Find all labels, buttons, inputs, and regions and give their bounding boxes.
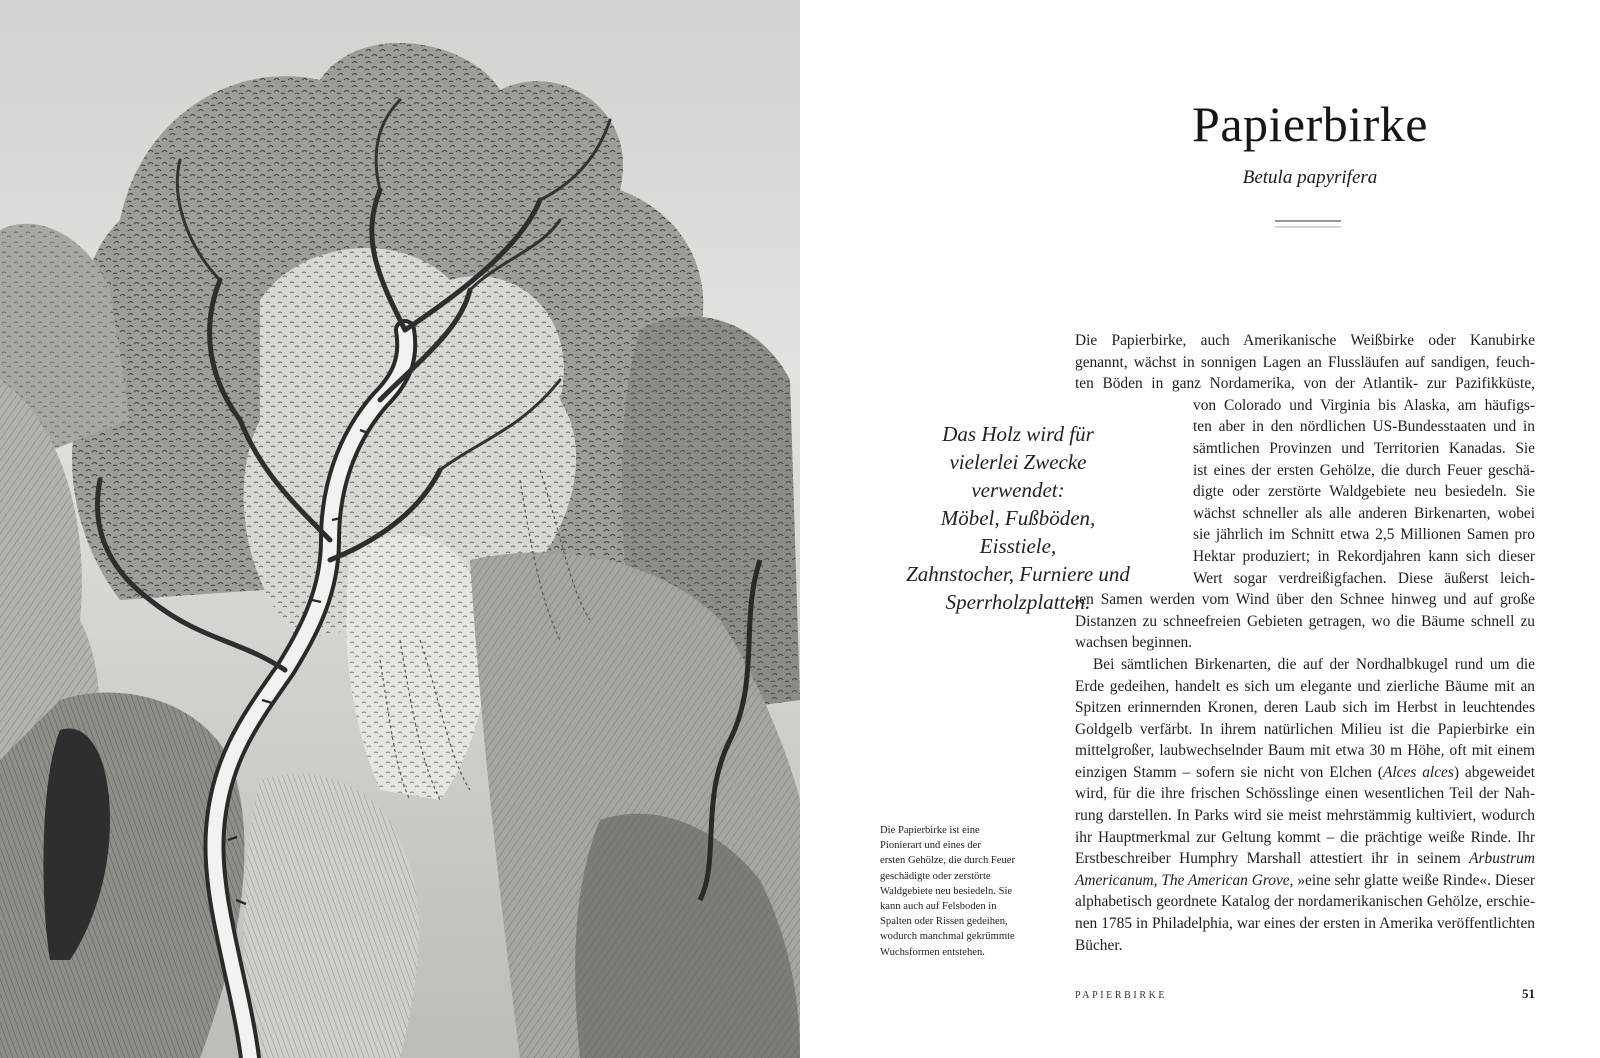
caption-line: Pionierart und eines der (880, 840, 981, 852)
body-line: Bei sämtlichen Birkenarten, die auf der Nordhalbkugel rund um die (1093, 655, 1535, 673)
caption-line: wodurch manchmal gekrümmte (880, 931, 1015, 943)
body-line: ist eines der ersten Gehölze, die durch Feuer geschä- (1193, 461, 1535, 479)
caption-line: Waldgebiete neu besiedeln. Sie (880, 885, 1013, 897)
body-line: Wert sogar verdreißigfachen. Diese äußerst leich- (1193, 569, 1535, 587)
body-line: einzigen Stamm – sofern sie nicht von Elchen (Alces alces) abgeweidet (1075, 763, 1535, 781)
body-line: Spitzen erinnernden Kronen, deren Laub sich im Herbst in leuchtendes (1075, 699, 1535, 717)
body-line: wachsen beginnen. (1075, 634, 1193, 652)
title-divider (1275, 220, 1341, 228)
body-line: Distanzen zu schneefreien Gebieten getragen, wo die Bäume schnell zu (1075, 612, 1535, 630)
body-line: genannt, wächst in sonnigen Lagen an Flussläufen auf sandigen, feuch- (1075, 353, 1535, 371)
body-line: sie jährlich im Schnitt etwa 2,5 Millionen Samen pro (1193, 526, 1535, 544)
pull-quote-line: vielerlei Zwecke verwendet: (949, 450, 1087, 502)
body-line: ten aber in den nördlichen US-Bundesstaaten und in (1193, 418, 1535, 436)
pull-quote-line: Möbel, Fußböden, Eisstiele, (940, 506, 1096, 558)
image-caption (880, 823, 1045, 960)
body-line: Erstbeschreiber Humphry Marshall attestiert ihr in seinem Arbustrum (1075, 850, 1535, 868)
running-head: PAPIERBIRKE (1075, 990, 1168, 1001)
body-line: alphabetisch geordnete Katalog der nordamerikanischen Gehölze, erschie- (1075, 893, 1535, 911)
caption-line: geschädigte oder zerstörte (880, 870, 991, 882)
body-line: wird, für die ihre frischen Schösslinge einen wesentlichen Teil der Nah- (1075, 785, 1535, 803)
body-text (1075, 330, 1535, 956)
body-line: nen 1785 in Philadelphia, war eines der ersten in Amerika veröffentlichten (1075, 915, 1535, 933)
body-line: Bücher. (1075, 936, 1123, 954)
page-title: Papierbirke (1192, 96, 1428, 152)
body-line: ihr Hauptmerkmal zur Geltung kommt – die prächtige weiße Rinde. Ihr (1075, 828, 1535, 846)
body-line: wächst schneller als alle anderen Birkenarten, wobei (1193, 504, 1535, 522)
body-line: digte oder zerstörte Waldgebiete neu besiedeln. Sie (1193, 483, 1535, 501)
pull-quote-line: Sperrholzplatten. (945, 590, 1091, 614)
body-line: von Colorado und Virginia bis Alaska, am häufigs- (1193, 396, 1535, 414)
italic-term: Americanum, The American Grove (1075, 871, 1290, 889)
body-line: ten Samen werden vom Wind über den Schnee hinweg und auf große (1075, 591, 1535, 609)
body-line: sämtlichen Provinzen und Territorien Kanadas. Sie (1193, 439, 1535, 457)
body-line: mittelgroßer, laubwechselnder Baum mit etwa 30 m Höhe, oft mit einem (1075, 742, 1535, 760)
caption-line: Wuchsformen entstehen. (880, 946, 985, 958)
page-number: 51 (1522, 986, 1535, 1001)
body-line: ten Böden in ganz Nordamerika, von der Atlantik- zur Pazifikküste, (1075, 375, 1535, 393)
body-line: rung darstellen. In Parks wird sie meist mehrstämmig kultiviert, wodurch (1075, 807, 1535, 825)
caption-line: kann auch auf Felsboden in (880, 901, 997, 913)
body-line: Americanum, The American Grove, »eine sehr glatte weiße Rinde«. Dieser (1075, 871, 1535, 889)
body-line: Die Papierbirke, auch Amerikanische Weißbirke oder Kanubirke (1075, 332, 1535, 349)
caption-line: ersten Gehölze, die durch Feuer (880, 855, 1016, 867)
body-line: Goldgelb verfärbt. In ihrem natürlichen Milieu ist die Papierbirke ein (1075, 720, 1535, 738)
scientific-name: Betula papyrifera (1242, 167, 1378, 188)
body-line: Erde gedeihen, handelt es sich um elegante und zierliche Bäume mit an (1075, 677, 1535, 695)
body-line: Hektar produziert; in Rekordjahren kann sich dieser (1193, 547, 1535, 565)
pull-quote-line: Zahnstocher, Furniere und (906, 562, 1130, 586)
pull-quote-line: Das Holz wird für (942, 422, 1094, 446)
caption-line: Die Papierbirke ist eine (880, 825, 980, 836)
italic-term: Alces alces (1383, 763, 1454, 781)
italic-term: Arbustrum (1469, 850, 1535, 868)
caption-line: Spalten oder Rissen gedeihen, (880, 916, 1008, 928)
